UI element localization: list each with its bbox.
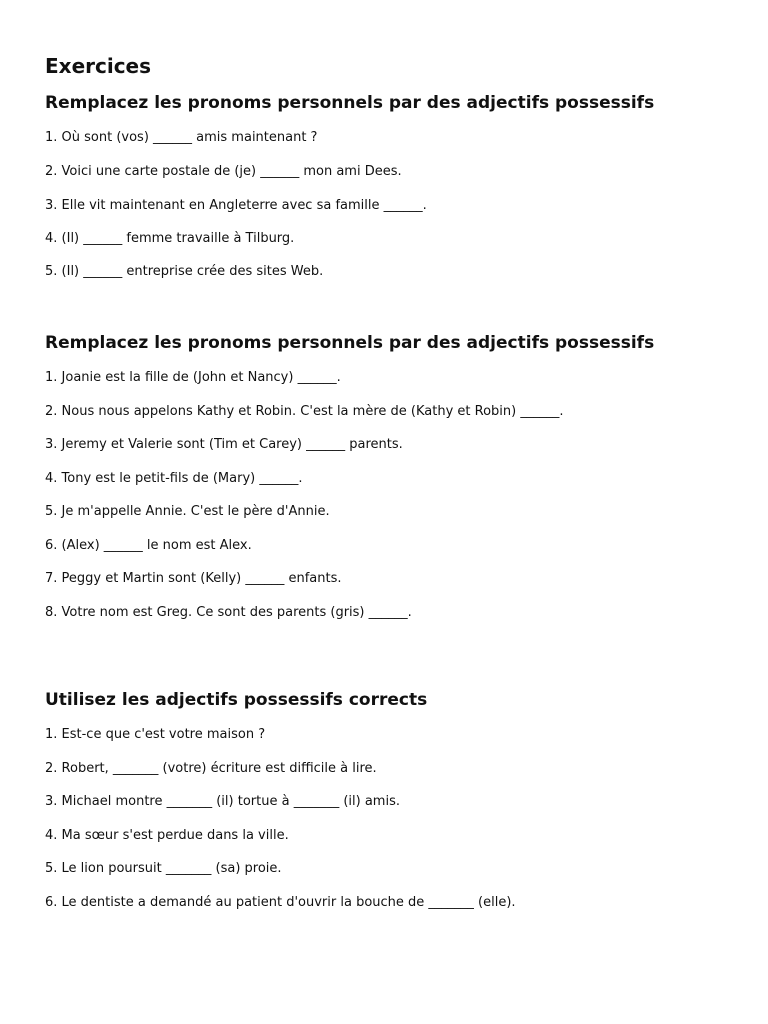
exercise-item: 5. Je m'appelle Annie. C'est le père d'Annie. bbox=[45, 504, 330, 519]
exercise-item: 5. (Il) ______ entreprise crée des sites Web. bbox=[45, 264, 324, 279]
exercise-item: 5. Le lion poursuit _______ (sa) proie. bbox=[45, 861, 282, 876]
exercise-item: 6. Le dentiste a demandé au patient d'ouvrir la bouche de _______ (elle). bbox=[45, 895, 516, 910]
exercise-section-3 bbox=[45, 689, 745, 910]
exercise-item: 1. Où sont (vos) ______ amis maintenant ? bbox=[45, 130, 318, 145]
exercise-item: 4. Ma sœur s'est perdue dans la ville. bbox=[45, 828, 289, 843]
exercise-item: 1. Joanie est la fille de (John et Nancy) ______. bbox=[45, 370, 341, 385]
exercise-section-1 bbox=[45, 92, 745, 279]
exercise-item: 2. Nous nous appelons Kathy et Robin. C'est la mère de (Kathy et Robin) ______. bbox=[45, 404, 564, 419]
section-heading: Remplacez les pronoms personnels par des adjectifs possessifs bbox=[45, 333, 655, 353]
exercise-item: 7. Peggy et Martin sont (Kelly) ______ enfants. bbox=[45, 571, 342, 586]
exercise-section-2 bbox=[45, 332, 745, 620]
exercise-item: 1. Est-ce que c'est votre maison ? bbox=[45, 727, 266, 742]
section-heading: Utilisez les adjectifs possessifs corrects bbox=[45, 690, 428, 710]
exercise-item: 3. Michael montre _______ (il) tortue à _______ (il) amis. bbox=[45, 794, 400, 809]
exercise-item: 2. Robert, _______ (votre) écriture est difficile à lire. bbox=[45, 761, 377, 776]
page-title: Exercices bbox=[45, 54, 152, 78]
exercise-item: 4. (Il) ______ femme travaille à Tilburg. bbox=[45, 231, 295, 246]
exercise-item: 3. Jeremy et Valerie sont (Tim et Carey) ______ parents. bbox=[45, 437, 403, 452]
section-heading: Remplacez les pronoms personnels par des adjectifs possessifs bbox=[45, 93, 655, 113]
exercise-item: 6. (Alex) ______ le nom est Alex. bbox=[45, 538, 252, 553]
exercise-item: 8. Votre nom est Greg. Ce sont des parents (gris) ______. bbox=[45, 605, 412, 620]
exercise-item: 3. Elle vit maintenant en Angleterre avec sa famille ______. bbox=[45, 198, 427, 213]
exercise-item: 2. Voici une carte postale de (je) ______ mon ami Dees. bbox=[45, 164, 402, 179]
exercise-item: 4. Tony est le petit-fils de (Mary) ______. bbox=[45, 471, 303, 486]
